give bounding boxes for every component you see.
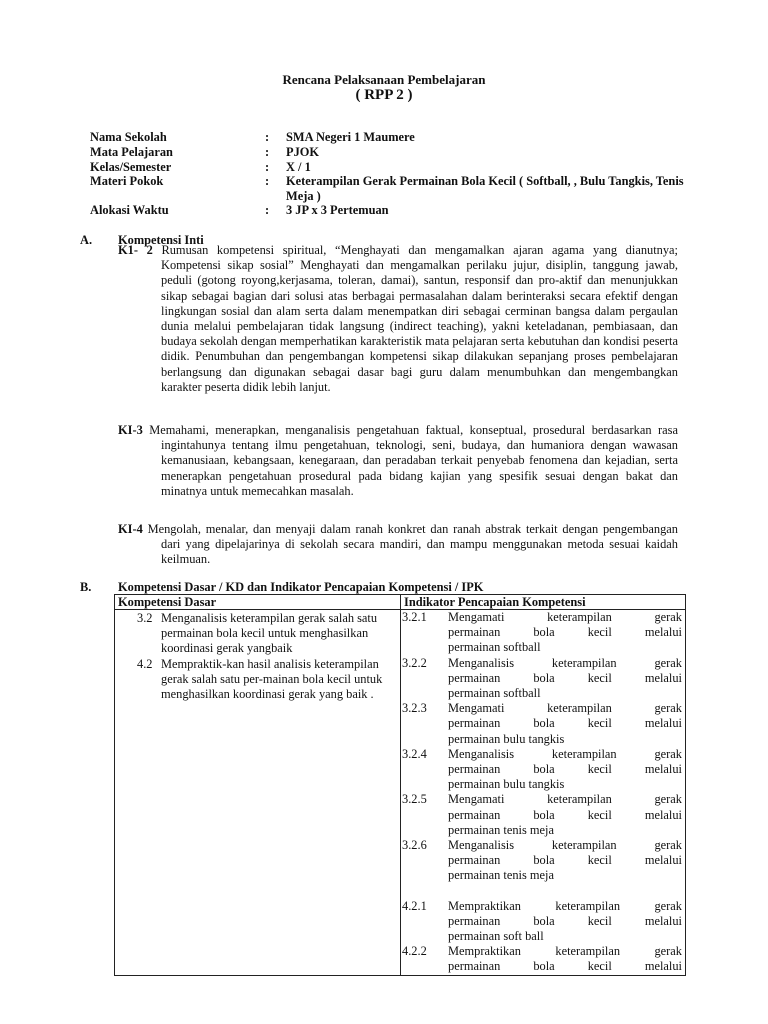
identity-colon: : [265, 203, 270, 217]
section-letter: B. [80, 580, 92, 594]
indicator-item [401, 610, 685, 656]
indicator-text: permainan bola kecil melalui [448, 762, 682, 777]
indicator-text: Mempraktikan keterampilan gerak [448, 898, 682, 913]
identity-label: Kelas/Semester [90, 160, 172, 174]
indicator-text: Mengamati keterampilan gerak [448, 792, 682, 807]
indicator-item [401, 792, 685, 838]
indicator-item [401, 899, 685, 945]
identity-label: Mata Pelajaran [90, 145, 173, 159]
indicator-item [401, 656, 685, 702]
indicator-number: 3.2.4 [402, 746, 427, 761]
identity-colon: : [265, 174, 270, 188]
table-header-ipk: Indikator Pencapaian Kompetensi [401, 595, 686, 610]
indicator-text: Mengamati keterampilan gerak [448, 701, 682, 716]
indicator-text: permainan bulu tangkis [448, 777, 565, 792]
identity-value: 3 JP x 3 Pertemuan [286, 203, 389, 217]
kd-ipk-table [114, 594, 686, 976]
kd-item [137, 657, 397, 703]
section-title: Kompetensi Dasar / KD dan Indikator Pencapaian Kompetensi / IPK [118, 580, 484, 594]
identity-label: Nama Sekolah [90, 130, 167, 144]
indicator-text: permainan tenis meja [448, 868, 554, 883]
document-subtitle: ( RPP 2 ) [355, 87, 413, 103]
identity-label: Alokasi Waktu [90, 203, 169, 217]
kd-number: 3.2 [137, 611, 153, 625]
indicator-text: permainan bola kecil melalui [448, 913, 682, 928]
document-title: Rencana Pelaksanaan Pembelajaran [282, 72, 486, 87]
identity-colon: : [265, 145, 270, 159]
ki-text: Mengolah, menalar, dan menyaji dalam ranah konkret dan ranah abstrak terkait dengan pengembangan dari yang dipelajarinya di sekolah secara mandiri, dan mampu menggunakan metoda sesuai kaidah keilmuan. [147, 522, 678, 567]
kd-text: Menganalisis keterampilan gerak salah satu permainan bola kecil untuk menghasilkan koordinasi gerak yangbaik [161, 611, 378, 656]
identity-value: Keterampilan Gerak Permainan Bola Kecil ( Softball, , Bulu Tangkis, Tenis Meja ) [286, 174, 684, 204]
indicator-text: Menganalisis keterampilan gerak [448, 746, 682, 761]
indicator-text: permainan tenis meja [448, 822, 554, 837]
indicator-number: 4.2.2 [402, 944, 427, 959]
indicator-item [401, 944, 685, 974]
ki-label: KI-4 [118, 522, 143, 536]
indicator-text: permainan bola kecil melalui [448, 959, 682, 974]
kd-cell [115, 610, 401, 976]
indicator-text: permainan softball [448, 686, 541, 701]
indicator-number: 3.2.6 [402, 838, 427, 853]
indicator-text: Mengamati keterampilan gerak [448, 610, 682, 624]
indicator-number: 3.2.5 [402, 792, 427, 807]
ki-text: Memahami, menerapkan, menganalisis pengetahuan faktual, konseptual, prosedural berdasarkan rasa ingintahunya tentang ilmu pengetahuan, teknologi, seni, budaya, dan humaniora dengan wawasan kemanusiaan, kebangsaan, kenegaraan, dan peradaban terkait penyebab fenomena dan kejadian, serta menerapkan pengetahuan prosedural pada bidang kajian yang spesifik sesuai dengan bakat dan minatnya untuk memecahkan masalah. [149, 423, 678, 498]
identity-value: SMA Negeri 1 Maumere [286, 130, 415, 144]
indicator-text: Mempraktikan keterampilan gerak [448, 944, 682, 959]
indicator-text: Menganalisis keterampilan gerak [448, 655, 682, 670]
indicator-text: permainan softball [448, 640, 541, 655]
indicator-text: permainan bola kecil melalui [448, 853, 682, 868]
section-letter: A. [80, 233, 93, 247]
identity-colon: : [265, 130, 270, 144]
section-title: Kompetensi Inti [118, 233, 204, 247]
indicator-item [401, 747, 685, 793]
table-row [115, 610, 686, 976]
kd-number: 4.2 [137, 656, 153, 671]
indicator-number: 3.2.1 [402, 610, 427, 624]
indicator-number: 3.2.2 [402, 655, 427, 670]
ki-3-block [118, 423, 678, 499]
indicator-text: permainan bola kecil melalui [448, 716, 682, 731]
indicator-number: 4.2.1 [402, 898, 427, 913]
indicator-number: 3.2.3 [402, 701, 427, 716]
identity-colon: : [265, 160, 270, 174]
indicator-text: permainan bola kecil melalui [448, 670, 682, 685]
ki-label: KI-3 [118, 423, 143, 437]
ki-1-2-block [118, 243, 678, 395]
ki-4-block [118, 522, 678, 568]
kd-item [137, 611, 397, 657]
table-header-row [115, 595, 686, 610]
indicator-text: permainan bola kecil melalui [448, 807, 682, 822]
indicator-item [401, 701, 685, 747]
ipk-cell [401, 610, 686, 976]
indicator-item [401, 838, 685, 884]
indicator-text: Menganalisis keterampilan gerak [448, 838, 682, 853]
identity-value: PJOK [286, 145, 320, 159]
identity-label: Materi Pokok [90, 174, 164, 188]
ki-label: K1- 2 [118, 243, 153, 257]
table-header-kd: Kompetensi Dasar [115, 595, 401, 610]
identity-value: X / 1 [286, 160, 311, 174]
indicator-text: permainan bola kecil melalui [448, 625, 682, 640]
section-b-heading [80, 580, 483, 595]
ki-text: Rumusan kompetensi spiritual, “Menghayati dan mengamalkan ajaran agama yang dianutnya; Kompetensi sikap sosial” Menghayati dan mengamalkan perilaku jujur, disiplin, tanggung jawab, peduli (gotong royong,kerjasama, toleran, damai), santun, responsif dan pro-aktif dan menunjukkan sikap sebagai bagian dari solusi atas berbagai permasalahan dalam berinteraksi secara efektif dengan lingkungan sosial dan alam serta dalam menempatkan diri sebagai cerminan bangsa dalam pergaulan dunia melalui pembelajaran tidak langsung (indirect teaching), yakni keteladanan, pembiasaan, dan budaya sekolah dengan memperhatikan karakteristik mata pelajaran serta kebutuhan dan kondisi peserta didik. Penumbuhan dan pengembangan kompetensi sikap dilakukan sepanjang proses pembelajaran berlangsung dan digunakan sebagai dasar bagi guru dalam menumbuhkan dan mengembangkan karakter peserta didik lebih lanjut. [161, 243, 678, 394]
indicator-text: permainan bulu tangkis [448, 731, 565, 746]
kd-text: Mempraktik-kan hasil analisis keterampilan gerak salah satu per-mainan bola kecil untuk menghasilkan koordinasi gerak yang baik . [161, 656, 383, 702]
indicator-text: permainan soft ball [448, 929, 544, 944]
